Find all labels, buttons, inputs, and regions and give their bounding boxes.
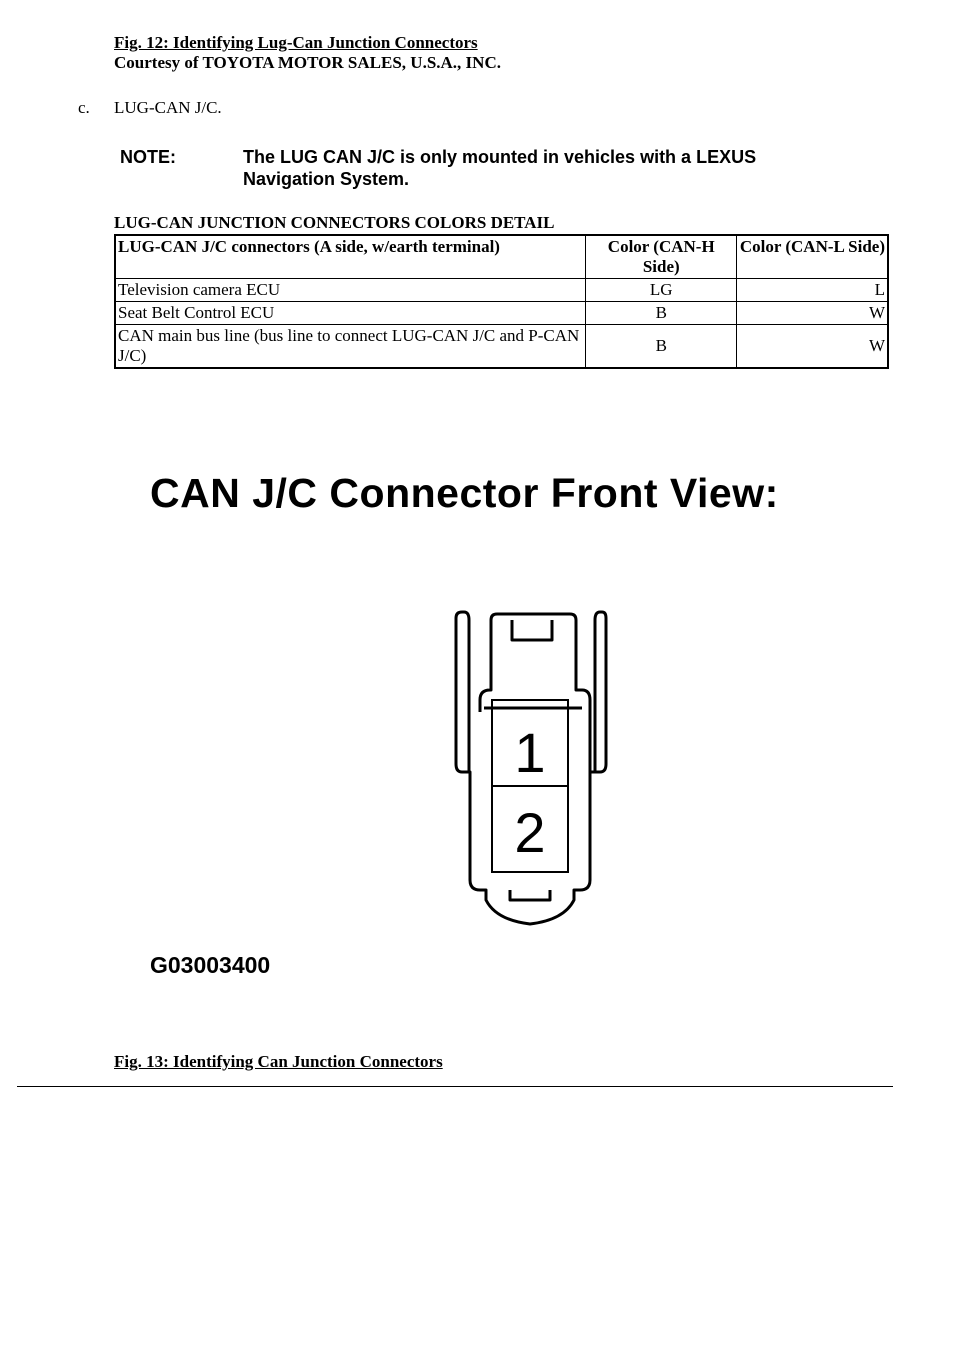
table-header-row xyxy=(115,235,888,279)
note-label: NOTE: xyxy=(120,147,176,167)
cell-can-h: LG xyxy=(586,279,737,302)
cell-can-h: B xyxy=(586,302,737,325)
cell-can-l: W xyxy=(737,325,888,369)
header-connector: LUG-CAN J/C connectors (A side, w/earth terminal) xyxy=(115,235,586,279)
connector-bottom-lock xyxy=(510,890,550,900)
connector-colors-table xyxy=(114,234,889,369)
cell-can-h: B xyxy=(586,325,737,369)
step-marker: c. xyxy=(78,98,90,117)
header-can-h: Color (CAN-H Side) xyxy=(586,235,737,279)
cell-connector: Television camera ECU xyxy=(115,279,586,302)
cell-can-l: W xyxy=(737,302,888,325)
cell-can-l: L xyxy=(737,279,888,302)
table-row xyxy=(115,302,888,325)
cell-connector: CAN main bus line (bus line to connect LUG-CAN J/C and P-CAN J/C) xyxy=(115,325,586,369)
table-row xyxy=(115,279,888,302)
header-can-l: Color (CAN-L Side) xyxy=(737,235,888,279)
page-divider xyxy=(17,1086,893,1087)
step-text: LUG-CAN J/C. xyxy=(114,98,222,117)
table-title: LUG-CAN JUNCTION CONNECTORS COLORS DETAIL xyxy=(114,213,555,232)
note-text-line1: The LUG CAN J/C is only mounted in vehicles with a LEXUS xyxy=(243,147,757,167)
connector-latch-outline xyxy=(512,620,552,640)
note-text-line2: Navigation System. xyxy=(243,169,410,189)
diagram-title: CAN J/C Connector Front View: xyxy=(150,470,779,516)
connector-front-view-diagram xyxy=(440,600,620,930)
fig13-caption: Fig. 13: Identifying Can Junction Connectors xyxy=(114,1052,443,1071)
figure-code: G03003400 xyxy=(150,952,271,978)
cell-connector: Seat Belt Control ECU xyxy=(115,302,586,325)
table-row xyxy=(115,325,888,369)
courtesy-line: Courtesy of TOYOTA MOTOR SALES, U.S.A., INC. xyxy=(114,53,501,72)
fig12-caption: Fig. 12: Identifying Lug-Can Junction Connectors xyxy=(114,33,478,52)
terminal-1-label: 1 xyxy=(514,721,546,784)
terminal-2-label: 2 xyxy=(514,801,546,864)
